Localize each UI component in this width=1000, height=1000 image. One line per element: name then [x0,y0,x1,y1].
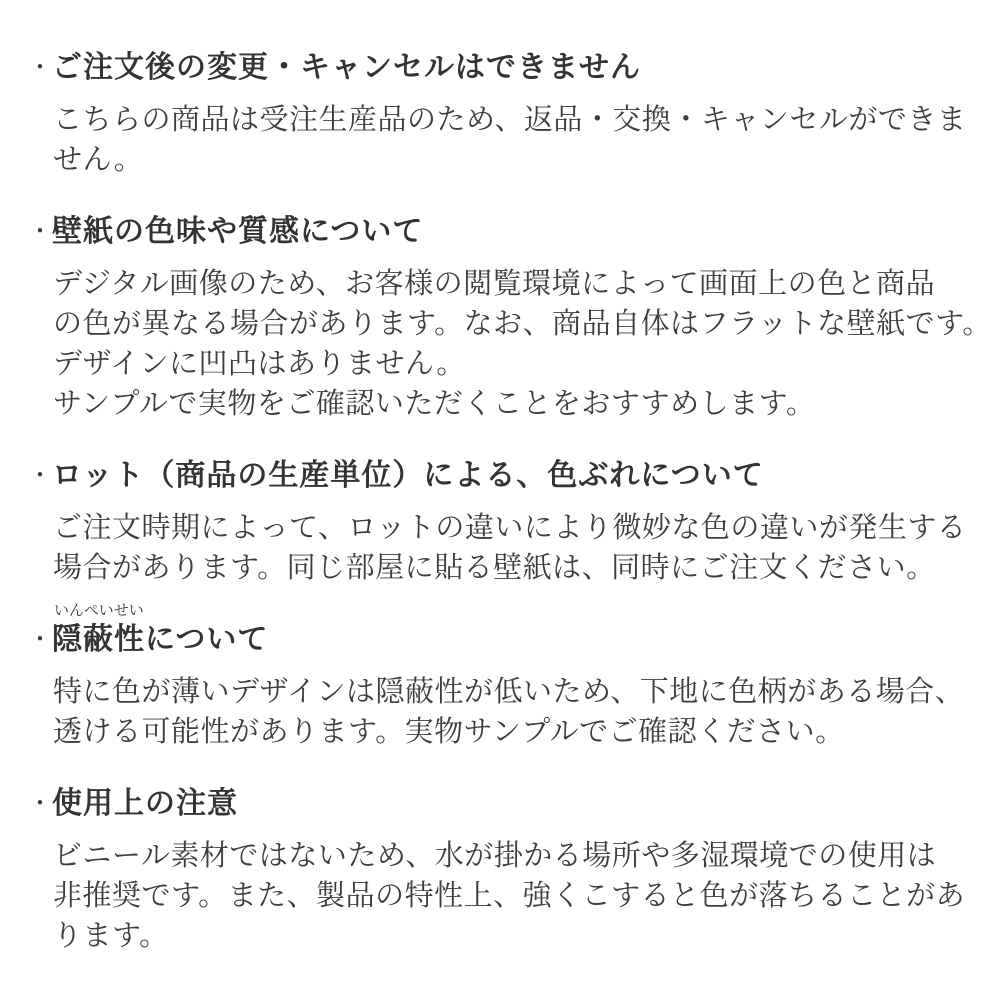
notice-section-usage-caution [28,782,970,956]
notice-section-color-texture [28,210,992,424]
section-body [53,264,992,424]
section-body [53,672,970,752]
body-line: 透ける可能性があります。実物サンプルでご確認ください。 [53,716,845,748]
body-line: デザインに凹凸はありません。 [53,348,466,380]
section-heading: 使用上の注意 [52,787,238,820]
section-heading-row [28,782,970,826]
section-heading-row [28,210,970,254]
section-heading: ロット（商品の生産単位）による、色ぶれについて [52,459,764,492]
body-line: の色が異なる場合があります。なお、商品自体はフラットな壁紙です。 [53,308,992,340]
bullet-icon: ・ [28,626,52,653]
notice-section-cancel-policy [28,46,970,180]
body-line: サンプルで実物をご確認いただくことをおすすめします。 [53,388,816,420]
furigana: いんぺいせい [54,602,144,619]
bullet-icon: ・ [28,218,52,245]
notice-section-opacity [28,602,970,752]
section-body [53,508,970,588]
section-heading-row [28,46,970,90]
section-heading-row [28,602,970,662]
body-line: デジタル画像のため、お客様の閲覧環境によって画面上の色と商品 [53,268,936,300]
section-body [53,100,970,180]
bullet-icon: ・ [28,54,52,81]
bullet-icon: ・ [28,462,52,489]
body-line: せん。 [53,144,144,176]
bullet-icon: ・ [28,790,52,817]
body-line: ビニール素材ではないため、水が掛かる場所や多湿環境での使用は [53,840,937,872]
body-line: 場合があります。同じ部屋に貼る壁紙は、同時にご注文ください。 [53,552,936,584]
body-line: 非推奨です。また、製品の特性上、強くこすると色が落ちることがあ [53,880,966,912]
body-line: 特に色が薄いデザインは隠蔽性が低いため、下地に色柄がある場合、 [53,676,965,708]
section-heading-text: 隠蔽性について [52,623,269,656]
section-body [53,836,970,956]
section-heading [52,602,269,662]
section-heading-row [28,454,970,498]
body-line: ご注文時期によって、ロットの違いにより微妙な色の違いが発生する [53,512,967,544]
section-heading: ご注文後の変更・キャンセルはできません [52,51,641,84]
product-notice-list [28,46,992,956]
body-line: ります。 [53,920,169,952]
section-heading: 壁紙の色味や質感について [52,215,424,248]
body-line: こちらの商品は受注生産品のため、返品・交換・キャンセルができま [53,104,967,136]
notice-section-lot-color-variation [28,454,970,588]
